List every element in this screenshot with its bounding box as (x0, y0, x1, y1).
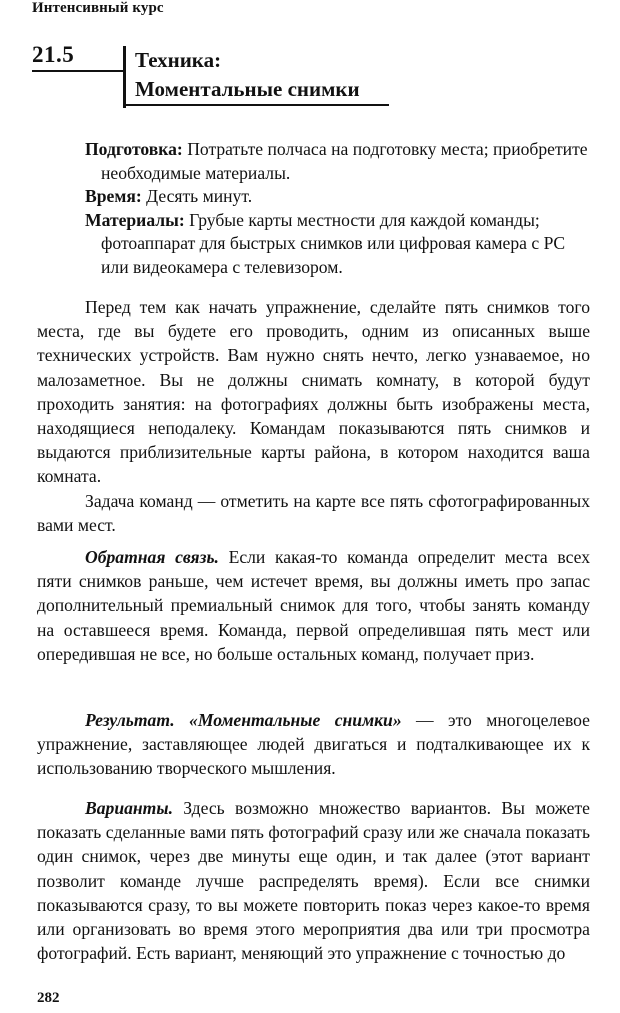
meta-time (85, 185, 590, 209)
section-number: 21.5 (32, 42, 75, 67)
meta-materials-label: Материалы: (85, 209, 185, 230)
section-title-line1: Техника: (135, 48, 222, 72)
meta-materials-text: Грубые карты местности для каждой команды; фотоаппарат для быстрых снимков или цифровая камера с PC или видеокамера с телевизором. (101, 209, 566, 277)
body-block-variants (37, 796, 590, 965)
paragraph-task: Задача команд — отметить на карте все пять сфотографированных вами мест. (37, 490, 590, 535)
section-title-line2: Моментальные снимки (135, 77, 360, 101)
variants-text: Здесь возможно множество вариантов. Вы можете показать сделанные вами пять фотографий сразу или же сначала показать один снимок, через две минуты еще один, и так далее (этот вариант позволит команде лучше распределять время). Если все снимки показываются сразу, то вы можете повторить показ через какое-то время или организовать во время этого мероприятия два или три просмотра фотографий. Есть вариант, меняющий это упражнение с точностью до (37, 798, 590, 964)
body-block-1 (37, 295, 590, 537)
result-quote: «Моментальные снимки» (189, 710, 402, 730)
section-divider-bar (123, 46, 126, 108)
section-title (135, 46, 360, 104)
section-number-underline (32, 70, 124, 72)
meta-preparation-label: Подготовка: (85, 139, 183, 159)
body-block-feedback (37, 545, 590, 666)
running-head: Интенсивный курс (32, 0, 164, 16)
body-block-result (37, 708, 590, 781)
result-lead: Результат. (85, 710, 175, 730)
meta-time-label: Время: (85, 186, 142, 207)
paragraph-setup: Перед тем как начать упражнение, сделайте пять снимков того места, где вы будете его проводить, одним из описанных выше технических устройств. Вам нужно снять нечто, легко узнаваемое, но малозаметное. Вы не должны снимать комнату, в которой будут проходить занятия: на фотографиях должны быть изображены места, находящиеся неподалеку. Командам показываются пять снимков и выдаются приблизительные карты района, в котором находится ваша комната. (37, 297, 590, 487)
page-number: 282 (37, 990, 60, 1006)
feedback-lead: Обратная связь. (85, 547, 219, 567)
meta-materials (85, 209, 590, 280)
paragraph-feedback (37, 545, 590, 666)
section-title-underline (123, 104, 389, 106)
variants-lead: Варианты. (85, 798, 173, 818)
paragraph-variants (37, 796, 590, 965)
feedback-text: Если какая-то команда определит места всех пяти снимков раньше, чем истечет время, вы должны иметь про запас дополнительный премиальный снимок для того, чтобы занять команду на оставшееся время. Команда, первой определившая пять мест или опередившая не все, но больше остальных команд, получает приз. (37, 547, 590, 664)
meta-time-text: Десять минут. (146, 186, 253, 207)
meta-preparation-text: Потратьте полчаса на подготовку места; приобретите необходимые материалы. (101, 139, 588, 183)
exercise-meta (85, 138, 590, 280)
meta-preparation (85, 138, 590, 185)
result-text: — это многоцелевое упражнение, заставляющее людей двигаться и подталкивающее их к использованию творческого мышления. (37, 710, 590, 779)
paragraph-result (37, 708, 590, 781)
